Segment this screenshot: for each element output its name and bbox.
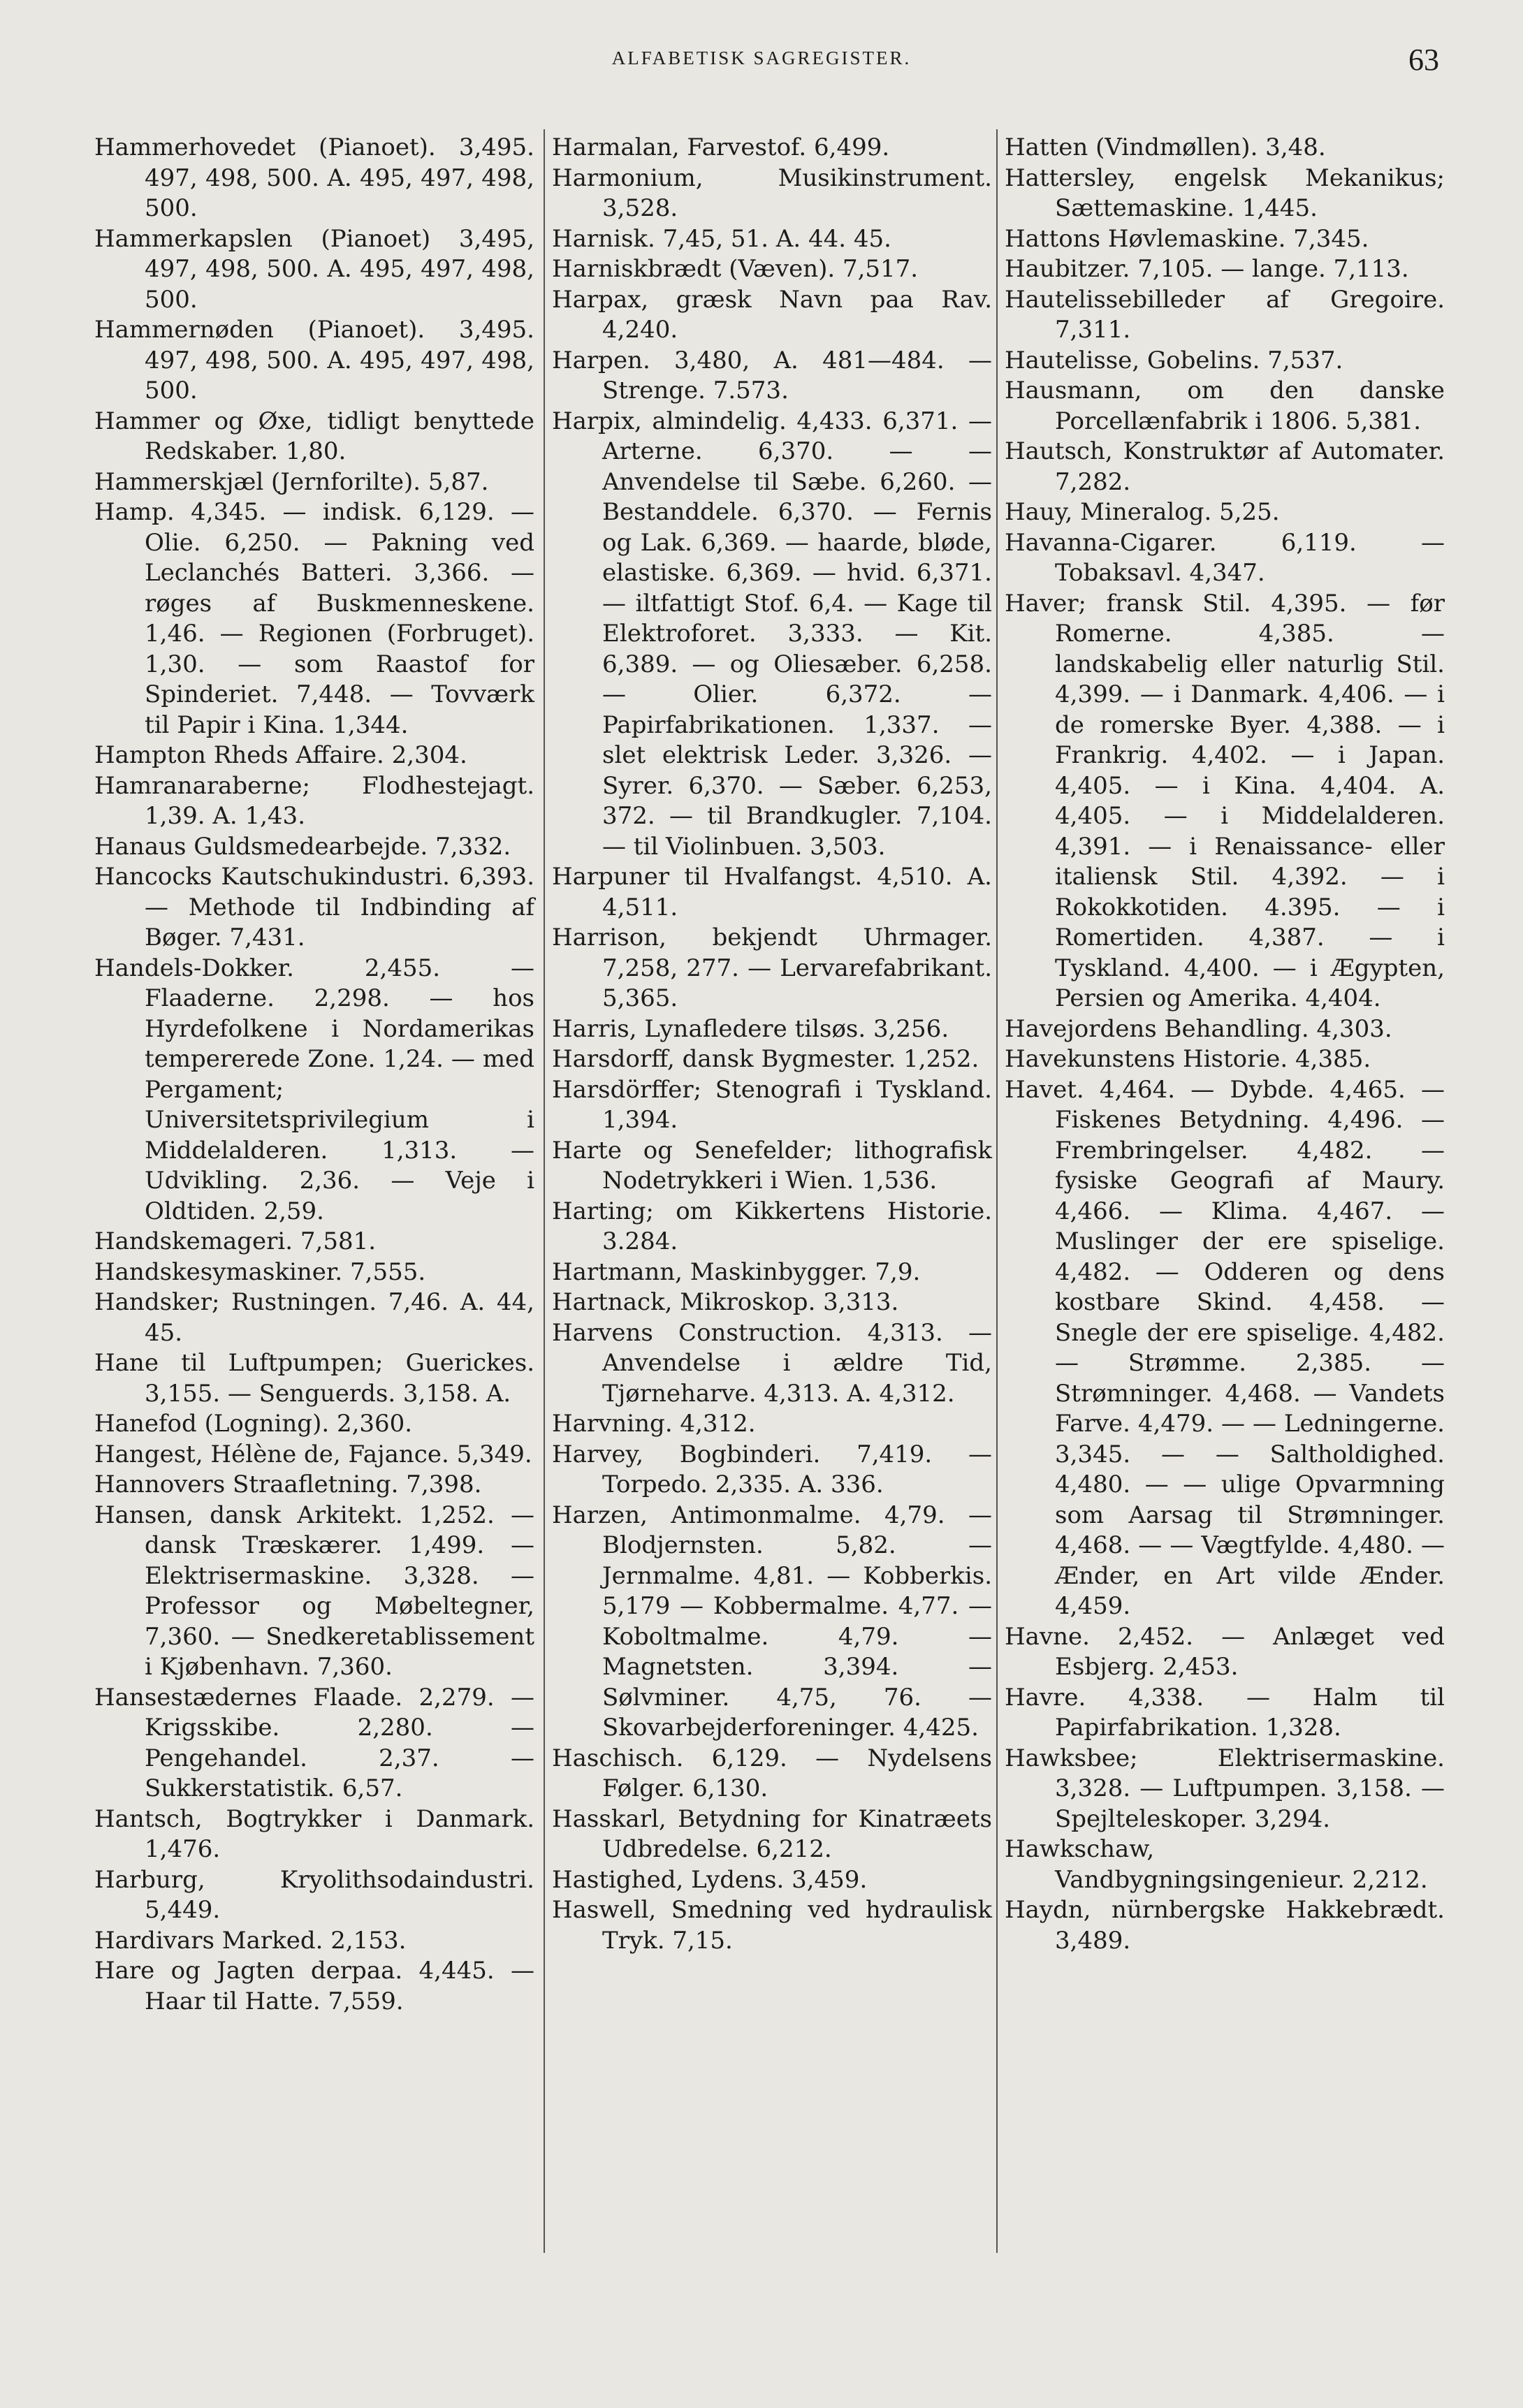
index-entry: Hauy, Mineralog. 5,25. [1005, 498, 1280, 526]
index-entry: Harsdorff, dansk Bygmester. 1,252. [552, 1045, 979, 1073]
index-column-2 [552, 133, 992, 1956]
index-entry: Hattons Høvlemaskine. 7,345. [1005, 224, 1369, 253]
index-entry: Hautelissebilleder af Gregoire. 7,311. [1005, 285, 1445, 344]
index-entry: Hawksbee; Elektrisermaskine. 3,328. — Luftpumpen. 3,158. — Spejlteleskoper. 3,294. [1005, 1744, 1445, 1833]
index-entry: Hannovers Straafletning. 7,398. [94, 1471, 482, 1498]
index-entry: Hansen, dansk Arkitekt. 1,252. — dansk Træskærer. 1,499. — Elektrisermaskine. 3,328. — Professor og Møbeltegner, 7,360. — Snedkeretablissement i Kjøbenhavn. 7,360. [94, 1501, 534, 1681]
index-entry: Handsker; Rustningen. 7,46. A. 44, 45. [94, 1288, 534, 1347]
index-entry: Hammer og Øxe, tidligt benyttede Redskaber. 1,80. [94, 407, 534, 465]
index-entry: Hammerhovedet (Pianoet). 3,495. 497, 498, 500. A. 495, 497, 498, 500. [94, 133, 534, 222]
index-entry: Harpax, græsk Navn paa Rav. 4,240. [552, 285, 992, 344]
index-entry: Haubitzer. 7,105. — lange. 7,113. [1005, 255, 1409, 283]
index-entry: Havre. 4,338. — Halm til Papirfabrikation. 1,328. [1005, 1683, 1445, 1742]
index-entry: Haydn, nürnbergske Hakkebrædt. 3,489. [1005, 1896, 1445, 1955]
index-entry: Harpen. 3,480, A. 481—484. — Strenge. 7.573. [552, 346, 992, 404]
index-entry: Harsdörffer; Stenografi i Tyskland. 1,394. [552, 1075, 992, 1134]
index-entry: Hancocks Kautschukindustri. 6,393. — Methode til Indbinding af Bøger. 7,431. [94, 863, 534, 951]
index-entry: Havekunstens Historie. 4,385. [1005, 1045, 1371, 1073]
index-column-3 [1005, 133, 1445, 1956]
index-entry: Hane til Luftpumpen; Guerickes. 3,155. — Senguerds. 3,158. A. [94, 1349, 534, 1408]
index-entry: Harmalan, Farvestof. 6,499. [552, 133, 890, 161]
index-entry: Harburg, Kryolithsodaindustri. 5,449. [94, 1865, 534, 1924]
index-column-1 [94, 133, 534, 2017]
index-entry: Hantsch, Bogtrykker i Danmark. 1,476. [94, 1804, 534, 1863]
index-entry: Havanna-Cigarer. 6,119. — Tobaksavl. 4,347. [1005, 528, 1445, 587]
index-entry: Hausmann, om den danske Porcellænfabrik i 1806. 5,381. [1005, 377, 1445, 435]
index-entry: Haswell, Smedning ved hydraulisk Tryk. 7,15. [552, 1896, 992, 1955]
index-entry: Hautsch, Konstruktør af Automater. 7,282. [1005, 437, 1445, 496]
running-head: ALFABETISK SAGREGISTER. [611, 48, 912, 68]
index-entry: Handels-Dokker. 2,455. — Flaaderne. 2,298. — hos Hyrdefolkene i Nordamerikas tempererede Zone. 1,24. — med Pergament; Universitetsprivilegium i Middelalderen. 1,313. — Udvikling. 2,36. — Veje i Oldtiden. 2,59. [94, 954, 534, 1225]
index-entry: Harrison, bekjendt Uhrmager. 7,258, 277. — Lervarefabrikant. 5,365. [552, 924, 992, 1012]
index-entry: Hartnack, Mikroskop. 3,313. [552, 1288, 899, 1316]
index-entry: Hammerkapslen (Pianoet) 3,495, 497, 498, 500. A. 495, 497, 498, 500. [94, 224, 534, 314]
index-entry: Havet. 4,464. — Dybde. 4,465. — Fiskenes Betydning. 4,496. — Frembringelser. 4,482. — fysiske Geografi af Maury. 4,466. — Klima. 4,467. — Muslinger der ere spiselige. 4,482. — Odderen og dens kostbare Skind. 4,458. — Snegle der ere spiselige. 4,482. — Strømme. 2,385. — Strømninger. 4,468. — Vandets Farve. 4,479. — — Ledningerne. 3,345. — — Saltholdighed. 4,480. — — ulige Opvarmning som Aarsag til Strømninger. 4,468. — — Vægtfylde. 4,480. — Ænder, en Art vilde Ænder. 4,459. [1005, 1075, 1445, 1620]
index-entry: Harvning. 4,312. [552, 1410, 756, 1438]
index-entry: Hammerskjæl (Jernforilte). 5,87. [94, 467, 489, 496]
index-entry: Hare og Jagten derpaa. 4,445. — Haar til Hatte. 7,559. [94, 1957, 534, 2015]
index-entry: Harmonium, Musikinstrument. 3,528. [552, 163, 992, 222]
index-entry: Harnisk. 7,45, 51. A. 44. 45. [552, 224, 891, 253]
index-entry: Hanefod (Logning). 2,360. [94, 1410, 413, 1438]
index-entry: Hartmann, Maskinbygger. 7,9. [552, 1257, 921, 1286]
index-entry: Hammernøden (Pianoet). 3,495. 497, 498, 500. A. 495, 497, 498, 500. [94, 316, 534, 404]
index-entry: Hansestædernes Flaade. 2,279. — Krigsskibe. 2,280. — Pengehandel. 2,37. — Sukkerstatistik. 6,57. [94, 1683, 534, 1802]
index-entry: Harvey, Bogbinderi. 7,419. — Torpedo. 2,335. A. 336. [552, 1440, 992, 1498]
index-entry: Harting; om Kikkertens Historie. 3.284. [552, 1197, 992, 1255]
index-entry: Hamranaraberne; Flodhestejagt. 1,39. A. 1,43. [94, 771, 534, 830]
index-entry: Haver; fransk Stil. 4,395. — før Romerne. 4,385. — landskabelig eller naturlig Stil. 4,399. — i Danmark. 4,406. — i de romerske Byer. 4,388. — i Frankrig. 4,402. — i Japan. 4,405. — i Kina. 4,404. A. 4,405. — i Middelalderen. 4,391. — i Renaissance- eller italiensk Stil. 4,392. — i Rokokkotiden. 4.395. — i Romertiden. 4,387. — i Tyskland. 4,400. — i Ægypten, Persien og Amerika. 4,404. [1005, 589, 1445, 1012]
index-entry: Hatten (Vindmøllen). 3,48. [1005, 133, 1326, 161]
index-entry: Haschisch. 6,129. — Nydelsens Følger. 6,130. [552, 1744, 992, 1802]
index-entry: Harniskbrædt (Væven). 7,517. [552, 255, 919, 283]
index-entry: Harvens Construction. 4,313. — Anvendelse i ældre Tid, Tjørneharve. 4,313. A. 4,312. [552, 1318, 992, 1408]
index-entry: Hanaus Guldsmedearbejde. 7,332. [94, 832, 511, 861]
index-entry: Hampton Rheds Affaire. 2,304. [94, 741, 467, 769]
index-entry: Hasskarl, Betydning for Kinatræets Udbredelse. 6,212. [552, 1804, 992, 1863]
index-entry: Handskemageri. 7,581. [94, 1227, 377, 1255]
index-entry: Hastighed, Lydens. 3,459. [552, 1865, 868, 1894]
index-entry: Havne. 2,452. — Anlæget ved Esbjerg. 2,453. [1005, 1622, 1445, 1681]
index-entry: Hardivars Marked. 2,153. [94, 1926, 407, 1955]
column-divider [544, 129, 545, 2253]
index-entry: Hangest, Hélène de, Fajance. 5,349. [94, 1440, 532, 1468]
page-number: 63 [1408, 43, 1439, 77]
index-entry: Hawkschaw, Vandbygningsingenieur. 2,212. [1005, 1835, 1428, 1894]
index-entry: Handskesymaskiner. 7,555. [94, 1257, 426, 1286]
index-entry: Harte og Senefelder; lithografisk Nodetrykkeri i Wien. 1,536. [552, 1136, 992, 1195]
index-entry: Hautelisse, Gobelins. 7,537. [1005, 346, 1343, 374]
index-entry: Harzen, Antimonmalme. 4,79. — Blodjernsten. 5,82. — Jernmalme. 4,81. — Kobberkis. 5,179 — Kobbermalme. 4,77. — Koboltmalme. 4,79. — Magnetsten. 3,394. — Sølvminer. 4,75, 76. — Skovarbejderforeninger. 4,425. [552, 1501, 992, 1742]
index-entry: Havejordens Behandling. 4,303. [1005, 1014, 1392, 1043]
column-divider [996, 129, 998, 2253]
index-entry: Hamp. 4,345. — indisk. 6,129. — Olie. 6,250. — Pakning ved Leclanchés Batteri. 3,366. — røges af Buskmenneskene. 1,46. — Regionen (Forbruget). 1,30. — som Raastof for Spinderiet. 7,448. — Tovværk til Papir i Kina. 1,344. [94, 498, 534, 739]
index-entry: Harpix, almindelig. 4,433. 6,371. — Arterne. 6,370. — — Anvendelse til Sæbe. 6,260. — Bestanddele. 6,370. — Fernis og Lak. 6,369. — haarde, bløde, elastiske. 6,369. — hvid. 6,371. — iltfattigt Stof. 6,4. — Kage til Elektroforet. 3,333. — Kit. 6,389. — og Oliesæber. 6,258. — Olier. 6,372. — Papirfabrikationen. 1,337. — slet elektrisk Leder. 3,326. — Syrer. 6,370. — Sæber. 6,253, 372. — til Brandkugler. 7,104. — til Violinbuen. 3,503. [552, 407, 992, 861]
index-entry: Harris, Lynafledere tilsøs. 3,256. [552, 1014, 949, 1043]
index-entry: Harpuner til Hvalfangst. 4,510. A. 4,511. [552, 863, 992, 921]
index-entry: Hattersley, engelsk Mekanikus; Sættemaskine. 1,445. [1005, 163, 1445, 222]
